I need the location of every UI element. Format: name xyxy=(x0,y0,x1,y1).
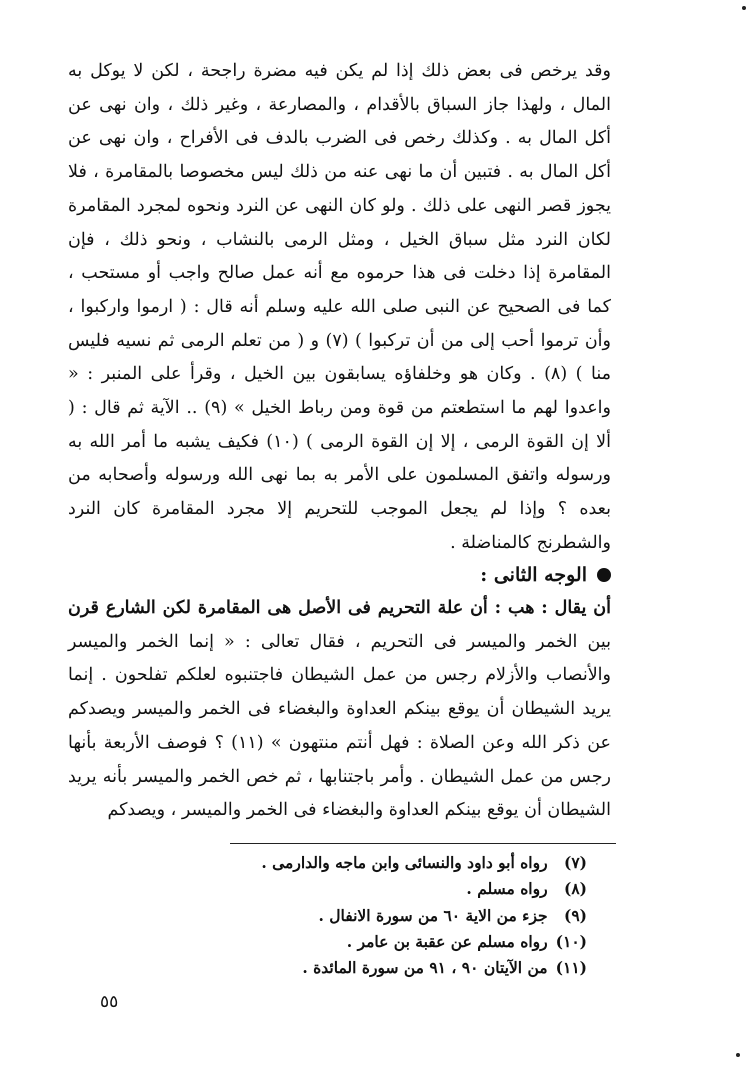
text-line: به المال ، ولهذا جاز السباق بالأقدام ، والمصارعة ، وغير ذلك ، وان نهى عن xyxy=(68,61,611,115)
bullet-icon xyxy=(597,568,611,582)
text-line: « واعدوا لهم ما استطعتم من قوة ومن رباط الخيل » (٩) .. الآية ثم قال : xyxy=(68,364,611,419)
text-line: وأن ترموا أحب إلى من أن تركبوا ) (٧) و ( من تعلم الرمى ثم نسيه xyxy=(116,330,611,351)
footnote-divider xyxy=(230,843,616,844)
text-line: ورسوله واتفق المسلمون على الأمر به بما نهى الله ورسوله وأصحابه من xyxy=(68,465,611,486)
text-line: فليس منا ) (٨) . وكان هو وخلفاؤه يسابقون بين الخيل ، وقرأ على المنبر : xyxy=(68,330,611,385)
footnote xyxy=(157,850,587,876)
text-line: لكان النرد مثل سباق الخيل ، ومثل الرمى بالنشاب ، ونحو ذلك ، فإن xyxy=(68,229,611,250)
footnote xyxy=(157,876,587,902)
text-line: كالمناضلة . xyxy=(450,532,531,553)
text-line: أكل المال به . فتبين أن ما نهى عنه من ذلك ليس مخصوصا بالمقامرة ، فلا xyxy=(68,162,611,183)
footnote-number: (٩) xyxy=(563,905,587,925)
footnote-text: من الآيتان ٩٠ ، ٩١ من سورة المائدة . xyxy=(302,958,548,978)
text-line: يجوز قصر النهى على ذلك . ولو كان النهى عن النرد ونحوه لمجرد المقامرة xyxy=(68,195,611,216)
footnote xyxy=(157,903,587,929)
text-line: كما فى الصحيح عن النبى صلى الله عليه وسلم أنه قال : ( ارموا واركبوا ، xyxy=(68,296,611,317)
footnote-text: جزء من الاية ٦٠ من سورة الانفال . xyxy=(318,905,548,925)
text-line: أن يقال : هب : أن علة التحريم فى الأصل هى المقامرة لكن الشارع قرن xyxy=(68,598,611,618)
footnote xyxy=(157,929,587,955)
page-number: ٥٥ xyxy=(100,992,119,1012)
text-line: الشيطان أن يوقع بينكم العداوة والبغضاء فى الخمر والميسر ، ويصدكم xyxy=(107,800,611,821)
section-heading-text: الوجه الثانى : xyxy=(480,564,587,586)
footnote-text: رواه أبو داود والنسائى وابن ماجه والدارمى . xyxy=(261,853,548,872)
text-line: بين الخمر والميسر فى التحريم ، فقال تعالى : « إنما الخمر والميسر والأنصاب xyxy=(68,631,611,686)
footnote-number: (٧) xyxy=(563,853,587,872)
footnotes xyxy=(157,850,587,981)
footnote-number: (١١) xyxy=(555,958,587,978)
footnote-number: (٨) xyxy=(563,879,587,899)
text-line: ذكر الله وعن الصلاة : فهل أنتم منتهون » (١١) ؟ فوصف الأربعة بأنها رجس xyxy=(68,732,611,787)
text-line: وقد يرخص فى بعض ذلك إذا لم يكن فيه مضرة راجحة ، لكن لا يوكل xyxy=(90,61,611,81)
text-line: الشيطان أن يوقع بينكم العداوة والبغضاء فى الخمر والميسر ويصدكم عن xyxy=(68,699,611,753)
footnote xyxy=(157,955,587,981)
text-line: من عمل الشيطان . وأمر باجتنابها ، ثم خص الخمر والميسر بأنه يريد xyxy=(68,766,564,787)
body-paragraph-1 xyxy=(68,55,611,561)
footnote-number: (١٠) xyxy=(555,931,587,951)
footnote-text: رواه مسلم عن عقبة بن عامر . xyxy=(346,931,548,951)
text-line: أكل المال به . وكذلك رخص فى الضرب بالدف فى الأفراح ، وان نهى عن xyxy=(68,128,611,149)
body-paragraph-2 xyxy=(68,592,611,828)
text-line: بعده ؟ وإذا لم يجعل الموجب للتحريم إلا مجرد المقامرة كان النرد والشطرنج xyxy=(68,499,611,553)
scan-speck xyxy=(736,1053,740,1057)
text-line: المقامرة إذا دخلت فى هذا حرموه مع أنه عمل صالح واجب أو مستحب ، xyxy=(68,263,611,284)
text-line: ( ألا إن القوة الرمى ، إلا إن القوة الرمى ) (١٠) فكيف يشبه ما أمر الله به xyxy=(68,398,611,452)
section-heading xyxy=(480,559,611,591)
footnote-text: رواه مسلم . xyxy=(466,879,548,899)
text-line: والأزلام رجس من عمل الشيطان فاجتنبوه لعلكم تفلحون . إنما يريد xyxy=(68,665,611,720)
scan-speck xyxy=(742,6,746,10)
